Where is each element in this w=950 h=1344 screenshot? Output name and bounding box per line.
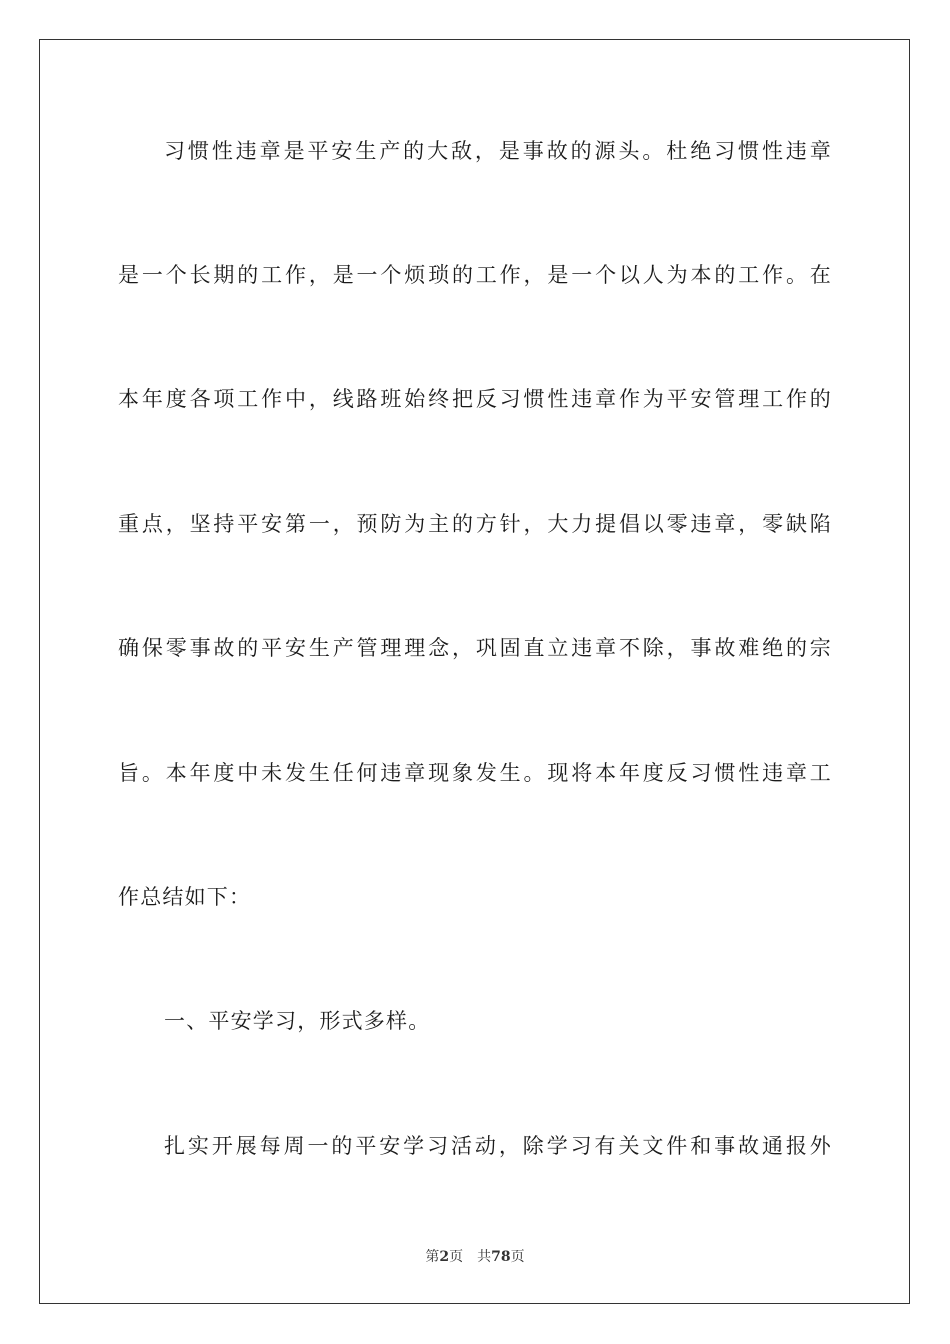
page-suffix: 页 xyxy=(449,1249,464,1265)
page-footer xyxy=(0,1248,950,1266)
paragraph-1-line-4: 重点，坚持平安第一，预防为主的方针，大力提倡以零违章，零缺陷 xyxy=(118,512,832,536)
page-number: 2 xyxy=(439,1249,450,1265)
total-pages: 78 xyxy=(491,1249,511,1265)
page-border xyxy=(39,39,910,1304)
total-suffix: 页 xyxy=(510,1249,525,1265)
paragraph-1-line-5: 确保零事故的平安生产管理理念，巩固直立违章不除，事故难绝的宗 xyxy=(118,636,832,660)
paragraph-1-line-2: 是一个长期的工作，是一个烦琐的工作，是一个以人为本的工作。在 xyxy=(118,263,832,287)
section-heading: 一、平安学习，形式多样。 xyxy=(164,1009,431,1033)
paragraph-1-line-3: 本年度各项工作中，线路班始终把反习惯性违章作为平安管理工作的 xyxy=(118,387,832,411)
page-prefix: 第 xyxy=(425,1249,440,1265)
paragraph-1-line-6: 旨。本年度中未发生任何违章现象发生。现将本年度反习惯性违章工 xyxy=(118,761,832,785)
paragraph-2-line-1: 扎实开展每周一的平安学习活动，除学习有关文件和事故通报外 xyxy=(164,1134,832,1158)
paragraph-1-line-1: 习惯性违章是平安生产的大敌，是事故的源头。杜绝习惯性违章 xyxy=(164,139,832,163)
total-prefix: 共 xyxy=(477,1249,492,1265)
paragraph-1-line-7: 作总结如下： xyxy=(118,885,252,909)
